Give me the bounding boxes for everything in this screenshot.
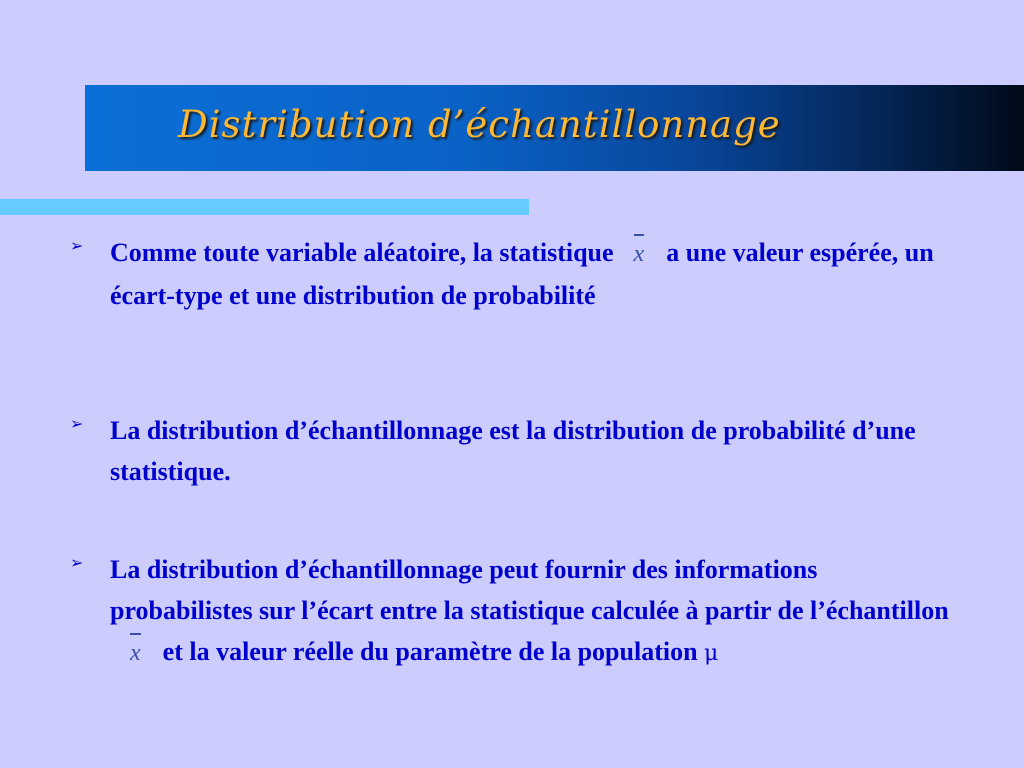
bullet-item-2: [70, 410, 950, 492]
slide-title: Distribution d’échantillonnage: [178, 103, 781, 146]
bullet-item-3: [70, 549, 950, 674]
bullet-text-3: [110, 549, 950, 674]
x-bar-symbol: x: [126, 633, 145, 674]
bullet-item-1: [70, 232, 950, 316]
bullet-text-2: La distribution d’échantillonnage est la distribution de probabilité d’une statistique.: [110, 416, 916, 486]
arrow-bullet-icon: ➢: [70, 414, 84, 433]
mu-symbol: μ: [704, 641, 719, 666]
bullet-3-part1: La distribution d’échantillonnage peut fournir des informations probabilistes sur l’écart entre la statistique calculée à partir de l’échantillon: [110, 555, 949, 625]
arrow-bullet-icon: ➢: [70, 553, 84, 572]
x-bar-symbol: x: [630, 234, 649, 275]
bullet-1-part2: a une valeur espérée, un écart-type et une distribution de probabilité: [110, 238, 934, 310]
bullet-3-part2: et la valeur réelle du paramètre de la population: [162, 637, 698, 666]
bullet-1-part1: Comme toute variable aléatoire, la statistique: [110, 238, 614, 267]
arrow-bullet-icon: ➢: [70, 236, 84, 255]
accent-divider: [0, 199, 529, 215]
bullet-text-1: [110, 232, 950, 316]
